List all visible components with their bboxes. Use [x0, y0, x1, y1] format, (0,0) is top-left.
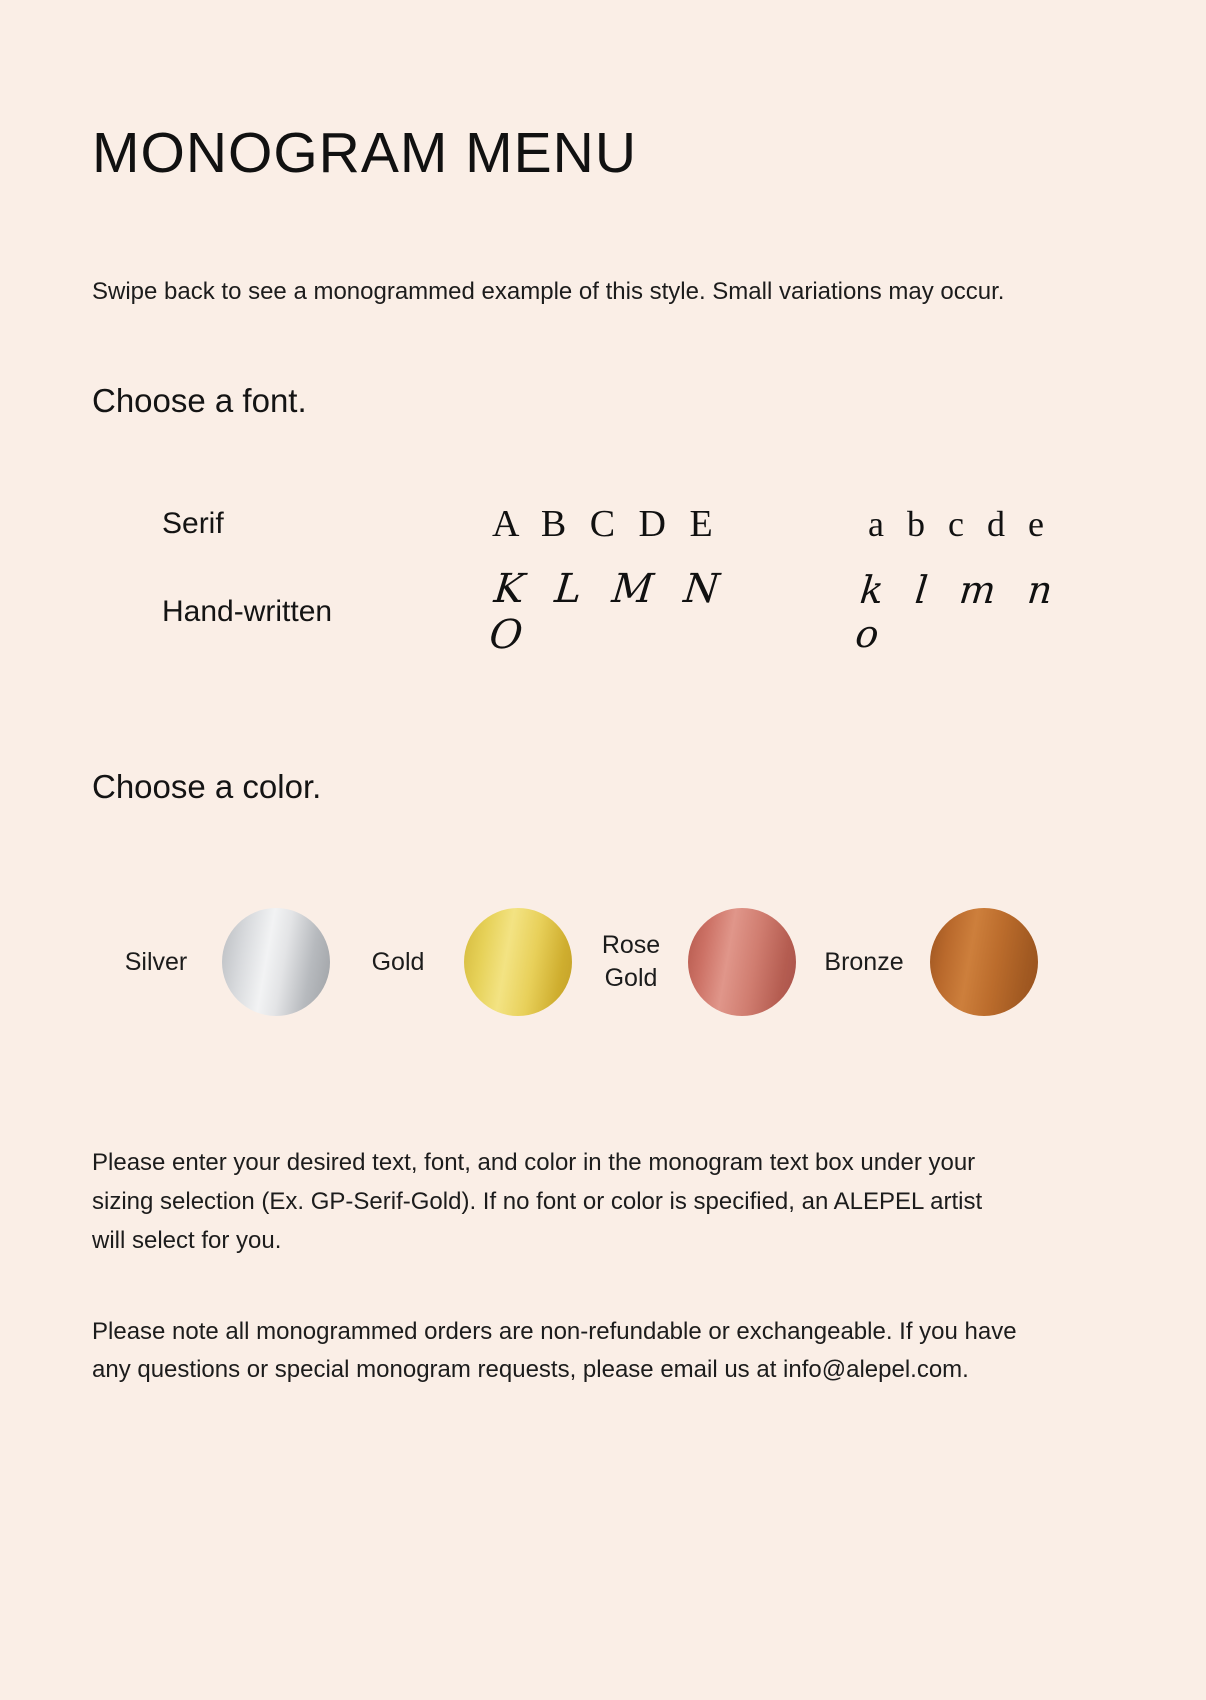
font-option-serif[interactable]: [92, 482, 1114, 566]
page-title: MONOGRAM MENU: [92, 121, 637, 185]
bronze-swatch-circle[interactable]: [930, 908, 1038, 1016]
font-option-handwritten-label: Hand-written: [162, 594, 333, 628]
handwritten-lowercase-text: k l m n o: [853, 567, 1065, 656]
font-option-serif-label: Serif: [162, 506, 224, 540]
font-option-handwritten-uppercase-sample: [487, 565, 788, 658]
color-option-bronze[interactable]: [812, 908, 1054, 1016]
color-swatch-row: [92, 908, 1114, 1016]
intro-text: Swipe back to see a monogrammed example of this style. Small variations may occur.: [92, 277, 1005, 305]
serif-uppercase-text: A B C D E: [492, 502, 720, 545]
color-section-heading: Choose a color.: [92, 767, 322, 805]
color-option-silver[interactable]: [104, 908, 346, 1016]
handwritten-uppercase-text: K L M N O: [487, 565, 731, 658]
font-section-heading: Choose a font.: [92, 381, 307, 419]
color-option-silver-label: Silver: [124, 947, 188, 976]
font-option-serif-lowercase-sample: a b c d e: [868, 503, 1051, 544]
silver-swatch-circle[interactable]: [222, 908, 330, 1016]
color-option-rose-gold-label: Rose Gold: [601, 931, 661, 992]
gold-swatch-circle[interactable]: [464, 908, 572, 1016]
color-option-gold[interactable]: [346, 908, 588, 1016]
font-option-handwritten-lowercase-sample: [788, 566, 1114, 658]
color-option-rose-gold[interactable]: [588, 908, 812, 1016]
font-option-serif-uppercase-sample: [492, 482, 788, 566]
color-option-bronze-label: Bronze: [824, 947, 904, 976]
rose-gold-swatch-circle[interactable]: [688, 908, 796, 1016]
instructions-note: Please enter your desired text, font, and color in the monogram text box under your sizing selection (Ex. GP-Serif-Gold). If no font or color is specified, an ALEPEL artist will select for you.: [92, 1148, 983, 1254]
font-option-handwritten[interactable]: [92, 566, 1114, 658]
color-option-gold-label: Gold: [371, 947, 425, 976]
font-options-table: [92, 482, 1114, 658]
policy-note: Please note all monogrammed orders are non-refundable or exchangeable. If you have any questions or special monogram requests, please email us at info@alepel.com.: [92, 1317, 1017, 1384]
